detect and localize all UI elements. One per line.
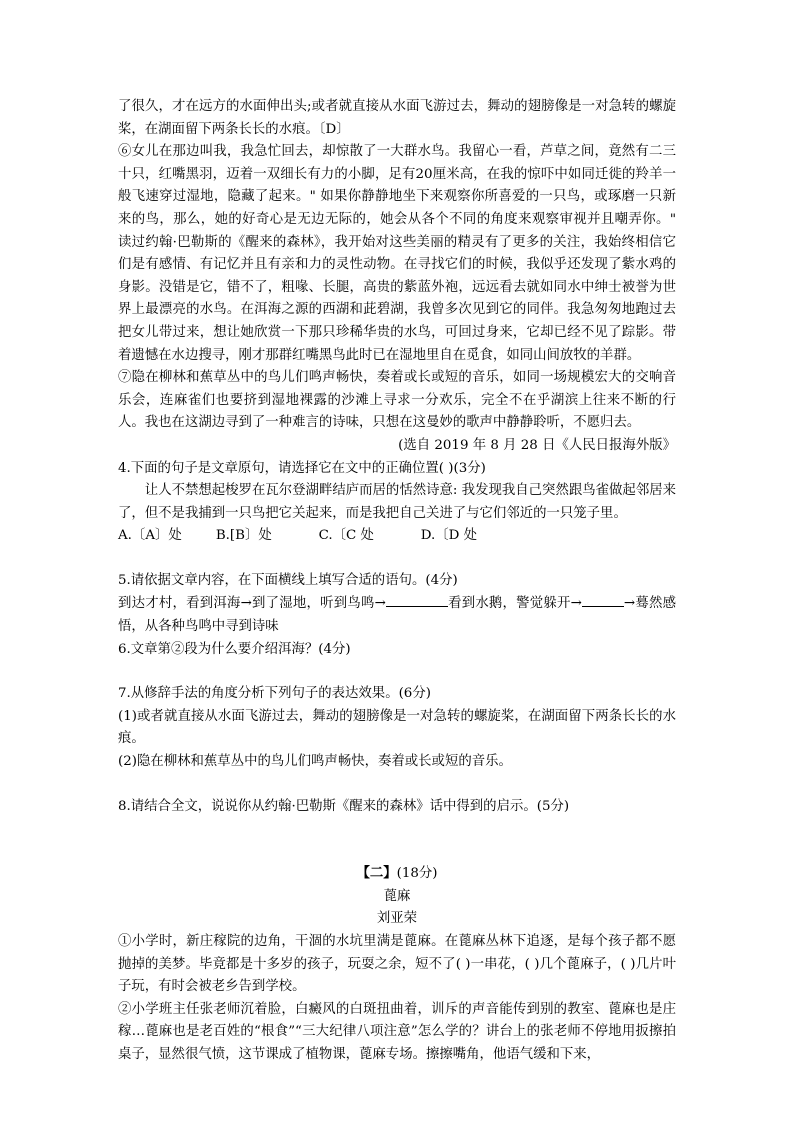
question-7-item-1: (1)或者就直接从水面飞游过去，舞动的翅膀像是一对急转的螺旋桨，在湖面留下两条长长的水痕。 bbox=[118, 708, 676, 747]
source-citation: (选自 2019 年 8 月 28 日《人民日报海外版》 bbox=[398, 437, 676, 453]
article-paragraph-1: ①小学时，新庄稼院的边角，干涸的水坑里满是蓖麻。在蓖麻丛林下追逐，是每个孩子都不愿抛掉的美梦。毕竟都是十多岁的孩子，玩耍之余，短不了( )一串花，( )几个蓖麻子，( )几片叶子玩，有时会被老乡告到学校。 bbox=[118, 934, 676, 995]
answer-blank-2[interactable] bbox=[582, 592, 624, 607]
answer-blank-1[interactable] bbox=[386, 592, 448, 607]
question-5-body bbox=[118, 592, 676, 638]
spacer bbox=[118, 818, 676, 862]
article-title: 蓖麻 bbox=[383, 888, 411, 904]
question-7-stem: 7.从修辞手法的角度分析下列句子的表达效果。(6分) bbox=[118, 686, 431, 702]
question-4-options: A.〔A〕处 B.[B〕处 C.〔C 处 D.〔D 处 bbox=[118, 528, 478, 544]
section-2-score: (18分) bbox=[396, 866, 438, 882]
spacer bbox=[118, 661, 676, 683]
spacer bbox=[118, 548, 676, 570]
question-6: 6.文章第②段为什么要介绍洱海？(4分) bbox=[118, 641, 351, 657]
paragraph-6: ⑥女儿在那边叫我，我急忙回去，却惊散了一大群水鸟。我留心一看，芦草之间，竟然有二三十只，红嘴黑羽，迈着一双细长有力的小脚，足有20厘米高，在我的惊吓中如同迁徙的羚羊一般飞速穿过湿地，隐藏了起来。" 如果你静静地坐下来观察你所喜爱的一只鸟，或琢磨一只新来的鸟，那么，她的好奇心是无边无际的，她会从各个不同的角度来观察审视并且嘲弄你。" 读过约翰·巴勒斯的《醒来的森林》，我开始对这些美丽的精灵有了更多的关注，我始终相信它们是有感情、有记忆并且有亲和力的灵性动物。在寻找它们的时候，我似乎还发现了紫水鸡的身影。没错是它，错不了，粗喙、长腿，高贵的紫蓝外袍，远远看去就如同水中绅士被誉为世界上最漂亮的水鸟。在洱海之源的西湖和茈碧湖，我曾多次见到它的同伴。我急匆匆地跑过去把女儿带过来，想让她欣赏一下那只珍稀华贵的水鸟，可回过身来，它却已经不见了踪影。带着遗憾在水边搜寻，刚才那群红嘴黑鸟此时已在湿地里自在觅食，如同山间放牧的羊群。 bbox=[118, 144, 676, 363]
question-4-stem: 4.下面的句子是文章原句，请选择它在文中的正确位置( )(3分) bbox=[118, 460, 486, 476]
question-7-item-2: (2)隐在柳林和蕉草丛中的鸟儿们鸣声畅快，奏着或长或短的音乐。 bbox=[118, 754, 512, 770]
paragraph-5-tail: 了很久，才在远方的水面伸出头;或者就直接从水面飞游过去，舞动的翅膀像是一对急转的螺旋桨，在湖面留下两条长长的水痕。〔D〕 bbox=[118, 99, 676, 137]
question-5-part2: 看到水鹅，警觉躲开→ bbox=[447, 596, 582, 612]
paragraph-7: ⑦隐在柳林和蕉草丛中的鸟儿们鸣声畅快，奏着或长或短的音乐，如同一场规模宏大的交响音乐会，连麻雀们也要挤到湿地裸露的沙滩上寻求一分欢乐，完全不在乎湖滨上往来不断的行人。我也在这湖边寻到了一种难言的诗味，只想在这曼妙的歌声中静静聆听，不愿归去。 bbox=[118, 370, 676, 431]
question-5-part3: →蓦然感悟，从各种鸟鸣中寻到诗味 bbox=[118, 596, 676, 635]
question-5-stem: 5.请依据文章内容，在下面横线上填写合适的语句。(4分) bbox=[118, 572, 458, 588]
section-2-mark: 【二】 bbox=[356, 865, 397, 882]
article-author: 刘亚荣 bbox=[376, 911, 418, 927]
spacer bbox=[118, 774, 676, 796]
question-4-quote: 让人不禁想起梭罗在瓦尔登湖畔结庐而居的恬然诗意: 我发现我自己突然跟鸟雀做起邻居来了，但不是我捕到一只鸟把它关起来，而是我把自己关进了与它们邻近的一只笼子里。 bbox=[118, 483, 676, 521]
document-page bbox=[118, 96, 676, 1067]
question-8: 8.请结合全文，说说你从约翰·巴勒斯《醒来的森林》话中得到的启示。(5分) bbox=[118, 798, 570, 814]
question-5-part1: 到达才村，看到洱海→到了湿地，听到鸟鸣→ bbox=[118, 596, 386, 612]
section-2-heading bbox=[118, 862, 676, 886]
article-paragraph-2: ②小学班主任张老师沉着脸，白癜风的白斑扭曲着，训斥的声音能传到别的教室、蓖麻也是庄稼…蓖麻也是老百姓的“根食”“三大纪律八项注意”怎么学的？讲台上的张老师不停地用扳擦拍桌子，显然很气愤，这节课成了植物课，蓖麻专场。擦擦嘴角，他语气缓和下来， bbox=[118, 1001, 676, 1062]
